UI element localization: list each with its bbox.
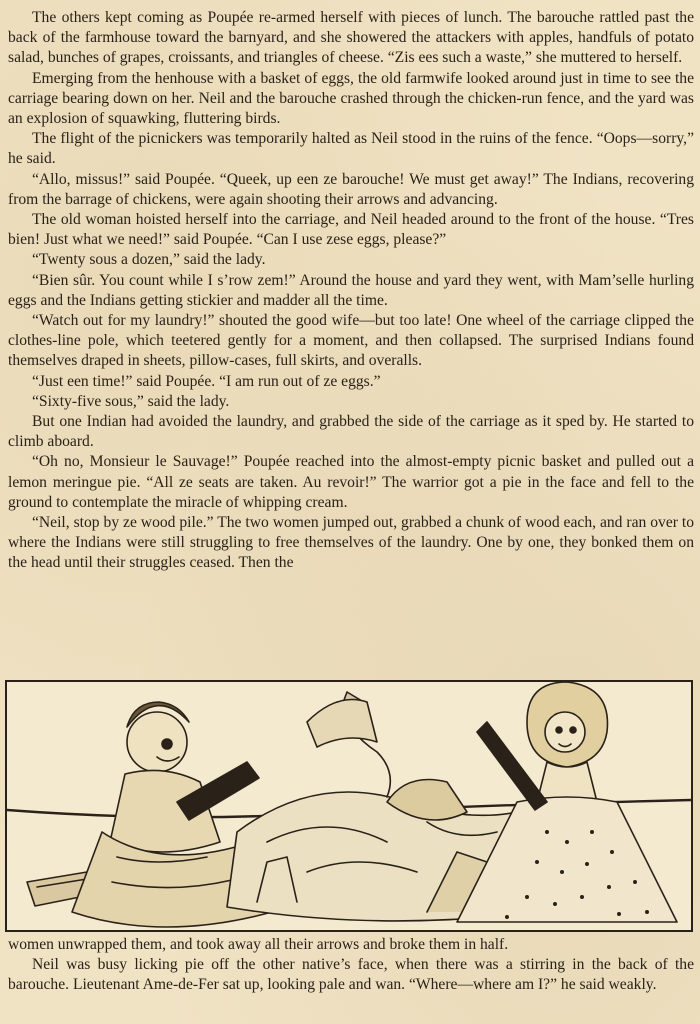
paragraph: “Watch out for my laundry!” shouted the good wife—but too late! One wheel of the carriage clipped the clothes-line pole, which teetered gently for a moment, and then collapsed. The surprised Indians found themselves draped in sheets, pillow-cases, full skirts, and overalls. [8,312,694,370]
paragraph: “Sixty-five sous,” said the lady. [32,392,230,410]
paragraph: Neil was busy licking pie off the other native’s face, when there was a stirring in the back of the barouche. Lieutenant Ame-de-Fer sat up, looking pale and wan. “Where—where am I?” he said weakly. [8,956,694,994]
paragraph: The flight of the picnickers was temporarily halted as Neil stood in the ruins of the fence. “Oops—sorry,” he said. [8,130,694,168]
paragraph: “Twenty sous a dozen,” said the lady. [32,251,266,269]
paragraph: Emerging from the henhouse with a basket of eggs, the old farmwife looked around just in time to see the carriage bearing down on her. Neil and the barouche crashed through the chicken-run fence, and the yard was an explosion of squawking, fluttering birds. [8,69,694,128]
paragraph: “Neil, stop by ze wood pile.” The two women jumped out, grabbed a chunk of wood each, and ran over to where the Indians were still struggling to free themselves of the laundry. One by one, they bonked them on the head until their struggles ceased. Then the [8,514,694,572]
paragraph: The old woman hoisted herself into the carriage, and Neil headed around to the front of the house. “Tres bien! Just what we need!” said Poupée. “Can I use zese eggs, please?” [8,211,694,249]
paragraph: “Allo, missus!” said Poupée. “Queek, up een ze barouche! We must get away!” The Indians, recovering from the barrage of chickens, were again shooting their arrows and advancing. [8,170,694,208]
story-text-top [8,8,694,574]
illustration-laundry-scene [5,680,693,932]
paragraph: women unwrapped them, and took away all their arrows and broke them in half. [8,936,509,953]
story-text-bottom [8,935,694,996]
paragraph: “Bien sûr. You count while I s’row zem!” Around the house and yard they went, with Mam’selle hurling eggs and the Indians getting stickier and madder all the time. [8,271,694,309]
paragraph: “Just een time!” said Poupée. “I am run out of ze eggs.” [32,372,381,390]
paragraph: But one Indian had avoided the laundry, and grabbed the side of the carriage as it sped by. He started to climb aboard. [8,413,694,451]
paragraph: “Oh no, Monsieur le Sauvage!” Poupée reached into the almost-empty picnic basket and pulled out a lemon meringue pie. “All ze seats are taken. Au revoir!” The warrior got a pie in the face and fell to the ground to contemplate the miracle of whipping cream. [8,453,694,511]
paragraph: The others kept coming as Poupée re-armed herself with pieces of lunch. The barouche rattled past the back of the farmhouse toward the barnyard, and she showered the attackers with apples, handfuls of potato salad, bunches of grapes, croissants, and triangles of cheese. “Zis ees such a waste,” she muttered to herself. [8,9,694,67]
